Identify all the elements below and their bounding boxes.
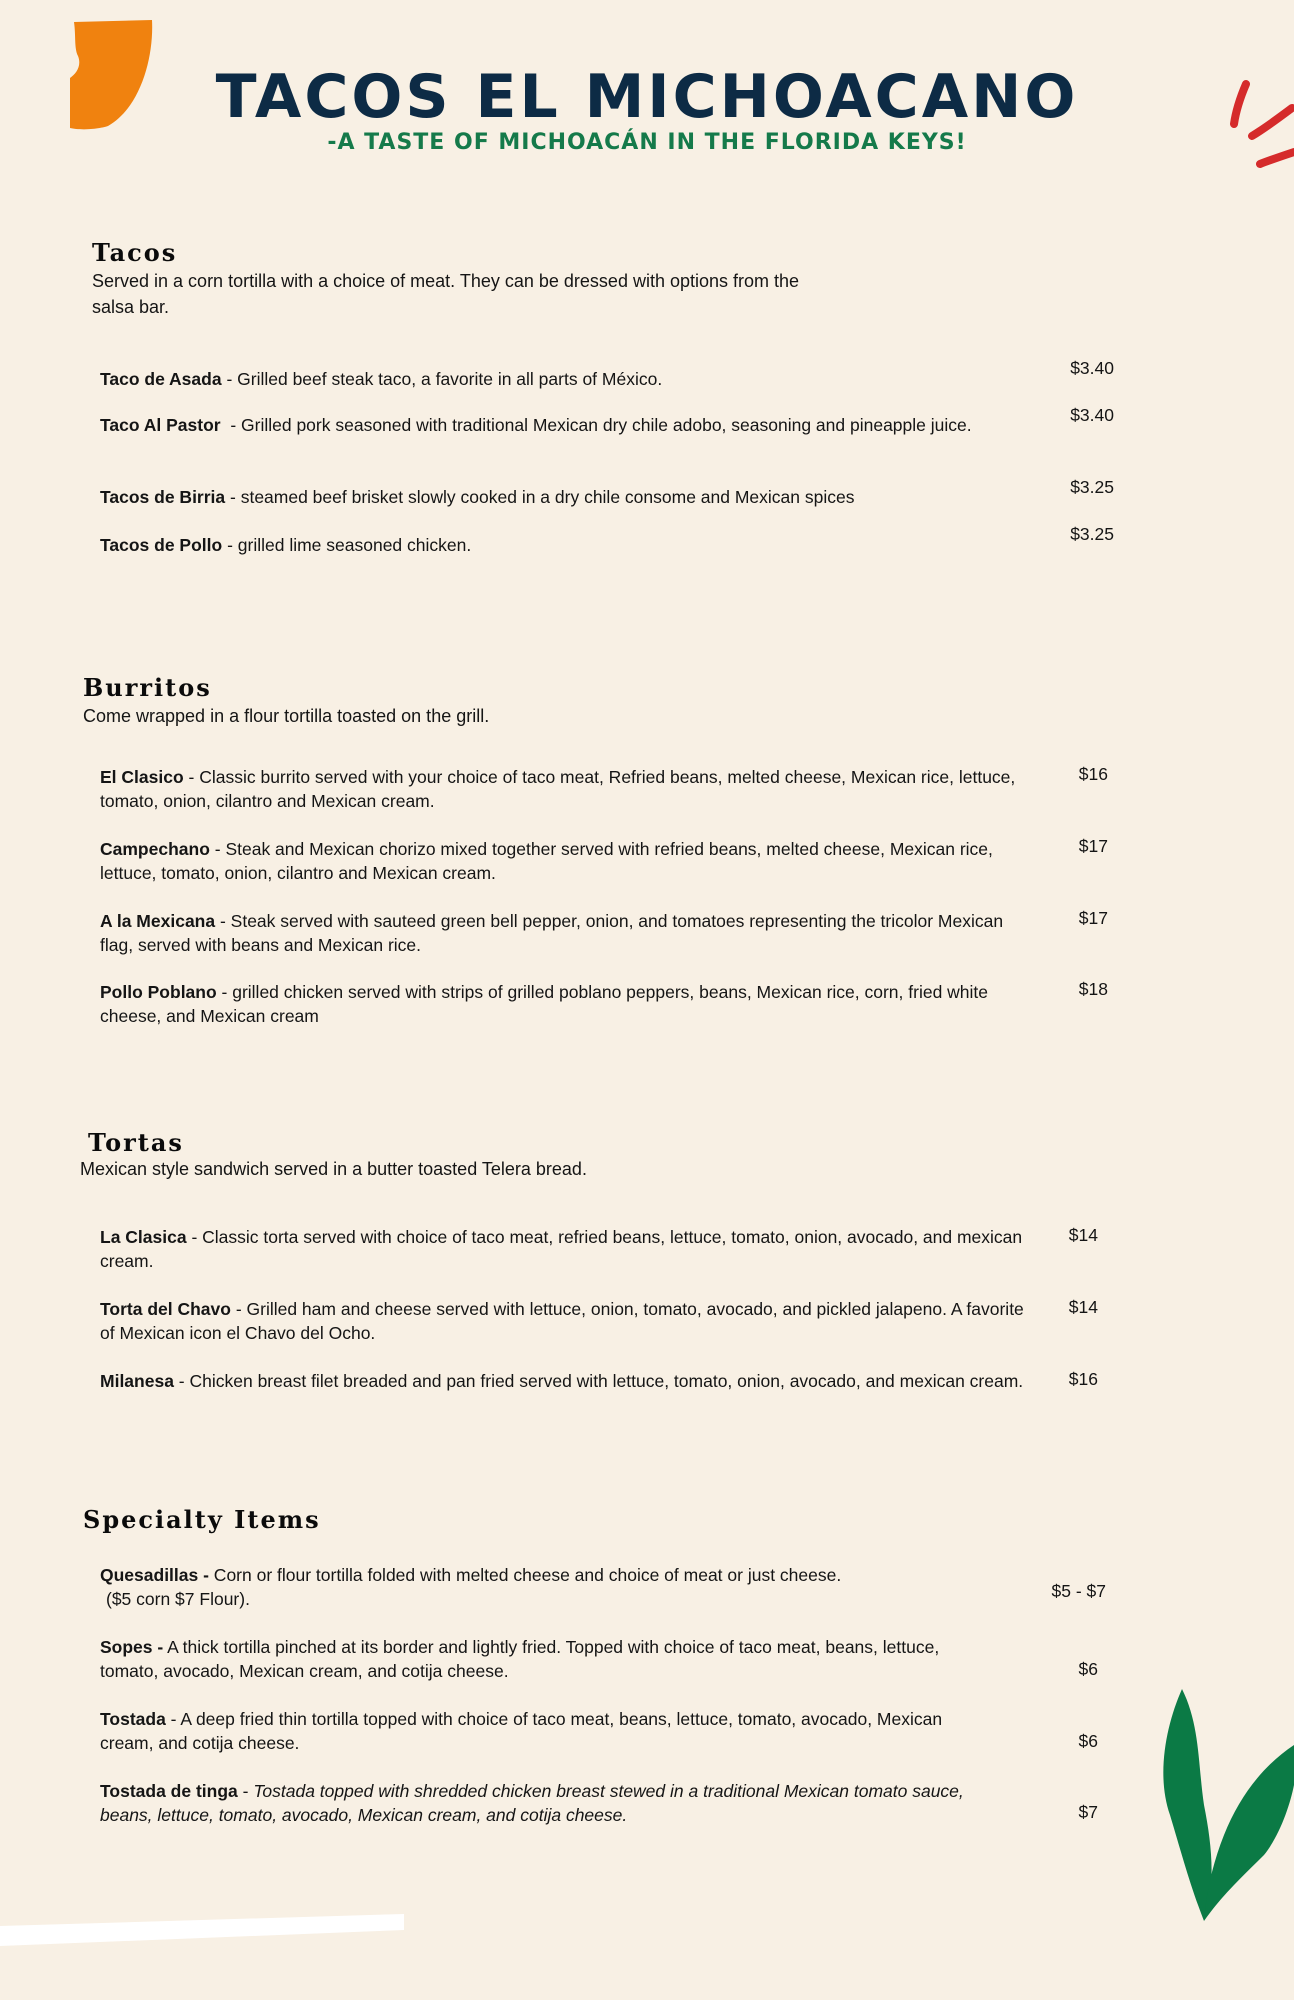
menu-item-tostada-de-tinga: Tostada de tinga - Tostada topped with shredded chicken breast stewed in a traditional Mexican tomato sauce, beans, lettuce, tomato, avocado, Mexican cream, and cotija cheese. — [100, 1781, 964, 1825]
item-price: $14 — [1068, 1225, 1098, 1245]
item-name: Pollo Poblano — [100, 982, 217, 1002]
item-price: $16 — [1068, 1369, 1098, 1389]
item-price: $17 — [1078, 836, 1108, 856]
item-price: $3.25 — [1070, 477, 1114, 497]
item-description: - grilled chicken served with strips of grilled poblano peppers, beans, Mexican rice, corn, fried white cheese, and Mexican cream — [100, 982, 989, 1026]
restaurant-title: TACOS EL MICHOACANO — [215, 62, 1079, 132]
item-price: $17 — [1078, 908, 1108, 928]
menu-item-taco-de-asada: Taco de Asada - Grilled beef steak taco, a favorite in all parts of México. — [100, 367, 1000, 391]
item-description: steamed beef brisket slowly cooked in a dry chile consome and Mexican spices — [240, 487, 855, 507]
tacos-section-title: Tacos — [92, 238, 178, 267]
burritos-section-description: Come wrapped in a flour tortilla toasted on the grill. — [83, 706, 490, 726]
green-leaves-decoration — [1160, 1685, 1294, 1925]
menu-item-el-clasico — [100, 765, 1030, 813]
item-description: grilled lime seasoned chicken. — [237, 535, 472, 555]
item-description: - Steak served with sauteed green bell pepper, onion, and tomatoes representing the tricolor Mexican flag, served with beans and Mexican rice. — [100, 911, 1004, 955]
item-name: Sopes - — [100, 1637, 164, 1657]
menu-item-a-la-mexicana — [100, 909, 1030, 957]
item-name: Taco de Asada — [100, 369, 222, 389]
white-brush-stroke-decoration — [0, 1912, 410, 1946]
menu-item-milanesa — [100, 1369, 1030, 1393]
menu-item-quesadillas — [100, 1563, 980, 1611]
item-name: A la Mexicana — [100, 911, 216, 931]
item-description: - Classic torta served with choice of taco meat, refried beans, lettuce, tomato, onion, avocado, and mexican cream. — [100, 1227, 1023, 1271]
item-description: - Steak and Mexican chorizo mixed together served with refried beans, melted cheese, Mexican rice, lettuce, tomato, onion, cilantro and Mexican cream. — [100, 839, 993, 883]
menu-item-tacos-de-pollo: Tacos de Pollo - grilled lime seasoned chicken. — [100, 533, 1000, 557]
item-price: $3.25 — [1070, 524, 1114, 544]
item-price: $7 — [1078, 1802, 1098, 1822]
item-price: $16 — [1078, 764, 1108, 784]
menu-item-pollo-poblano — [100, 980, 1030, 1028]
item-name: Tacos de Birria — [100, 487, 226, 507]
item-description: Grilled pork seasoned with traditional Mexican dry chile adobo, seasoning and pineapple juice. — [241, 415, 972, 435]
item-description: - Grilled ham and cheese served with lettuce, onion, tomato, avocado, and pickled jalapeno. A favorite of Mexican icon el Chavo del Ocho. — [100, 1299, 1024, 1343]
item-price: $3.40 — [1070, 405, 1114, 425]
item-description: A thick tortilla pinched at its border and lightly fried. Topped with choice of taco meat, beans, lettuce, tomato, avocado, Mexican cream, and cotija cheese. — [100, 1637, 940, 1681]
item-description: - Classic burrito served with your choice of taco meat, Refried beans, melted cheese, Mexican rice, lettuce, tomato, onion, cilantro and Mexican cream. — [100, 767, 1016, 811]
burritos-section-title: Burritos — [83, 673, 212, 702]
menu-item-torta-del-chavo — [100, 1297, 1030, 1345]
item-name: Campechano — [100, 839, 210, 859]
item-description: Tostada topped with shredded chicken breast stewed in a traditional Mexican tomato sauce, beans, lettuce, tomato, avocado, Mexican cream, and cotija cheese. — [100, 1781, 964, 1825]
item-name: Quesadillas - — [100, 1565, 209, 1585]
menu-item-tostada — [100, 1707, 1000, 1755]
item-name: Torta del Chavo — [100, 1299, 231, 1319]
item-name: Tostada de tinga — [100, 1781, 238, 1801]
item-description: Corn or flour tortilla folded with melted cheese and choice of meat or just cheese. — [208, 1565, 842, 1585]
menu-item-la-clasica — [100, 1225, 1030, 1273]
item-price-note: ($5 corn $7 Flour). — [106, 1589, 250, 1609]
tortas-section-description: Mexican style sandwich served in a butter toasted Telera bread. — [80, 1159, 587, 1179]
item-description: - A deep fried thin tortilla topped with choice of taco meat, beans, lettuce, tomato, avocado, Mexican cream, and cotija cheese. — [100, 1709, 943, 1753]
item-price: $18 — [1078, 979, 1108, 999]
item-price: $6 — [1078, 1659, 1098, 1679]
menu-item-taco-al-pastor: Taco Al Pastor - Grilled pork seasoned with traditional Mexican dry chile adobo, seasoning and pineapple juice. — [100, 413, 1000, 437]
item-price: $5 - $7 — [1051, 1581, 1106, 1601]
menu-item-campechano — [100, 837, 1030, 885]
item-price: $6 — [1078, 1731, 1098, 1751]
menu-item-sopes — [100, 1635, 1000, 1683]
menu-item-tacos-de-birria: Tacos de Birria - steamed beef brisket slowly cooked in a dry chile consome and Mexican spices — [100, 485, 1000, 509]
item-price: $3.40 — [1070, 358, 1114, 378]
tacos-section-description: Served in a corn tortilla with a choice of meat. They can be dressed with options from the salsa bar. — [92, 271, 800, 317]
item-name: Taco Al Pastor — [100, 415, 221, 435]
tortas-section-title: Tortas — [88, 1128, 184, 1157]
item-name: Tostada — [100, 1709, 166, 1729]
item-name: Tacos de Pollo — [100, 535, 223, 555]
item-description: Grilled beef steak taco, a favorite in all parts of México. — [237, 369, 663, 389]
item-name: La Clasica — [100, 1227, 187, 1247]
item-description: - Chicken breast filet breaded and pan fried served with lettuce, tomato, onion, avocado, and mexican cream. — [173, 1371, 1024, 1391]
restaurant-tagline: -A TASTE OF MICHOACÁN IN THE FLORIDA KEYS! — [327, 130, 967, 155]
specialty-section-title: Specialty Items — [83, 1505, 321, 1534]
item-price: $14 — [1068, 1297, 1098, 1317]
item-name: Milanesa — [100, 1371, 174, 1391]
item-name: El Clasico — [100, 767, 184, 787]
